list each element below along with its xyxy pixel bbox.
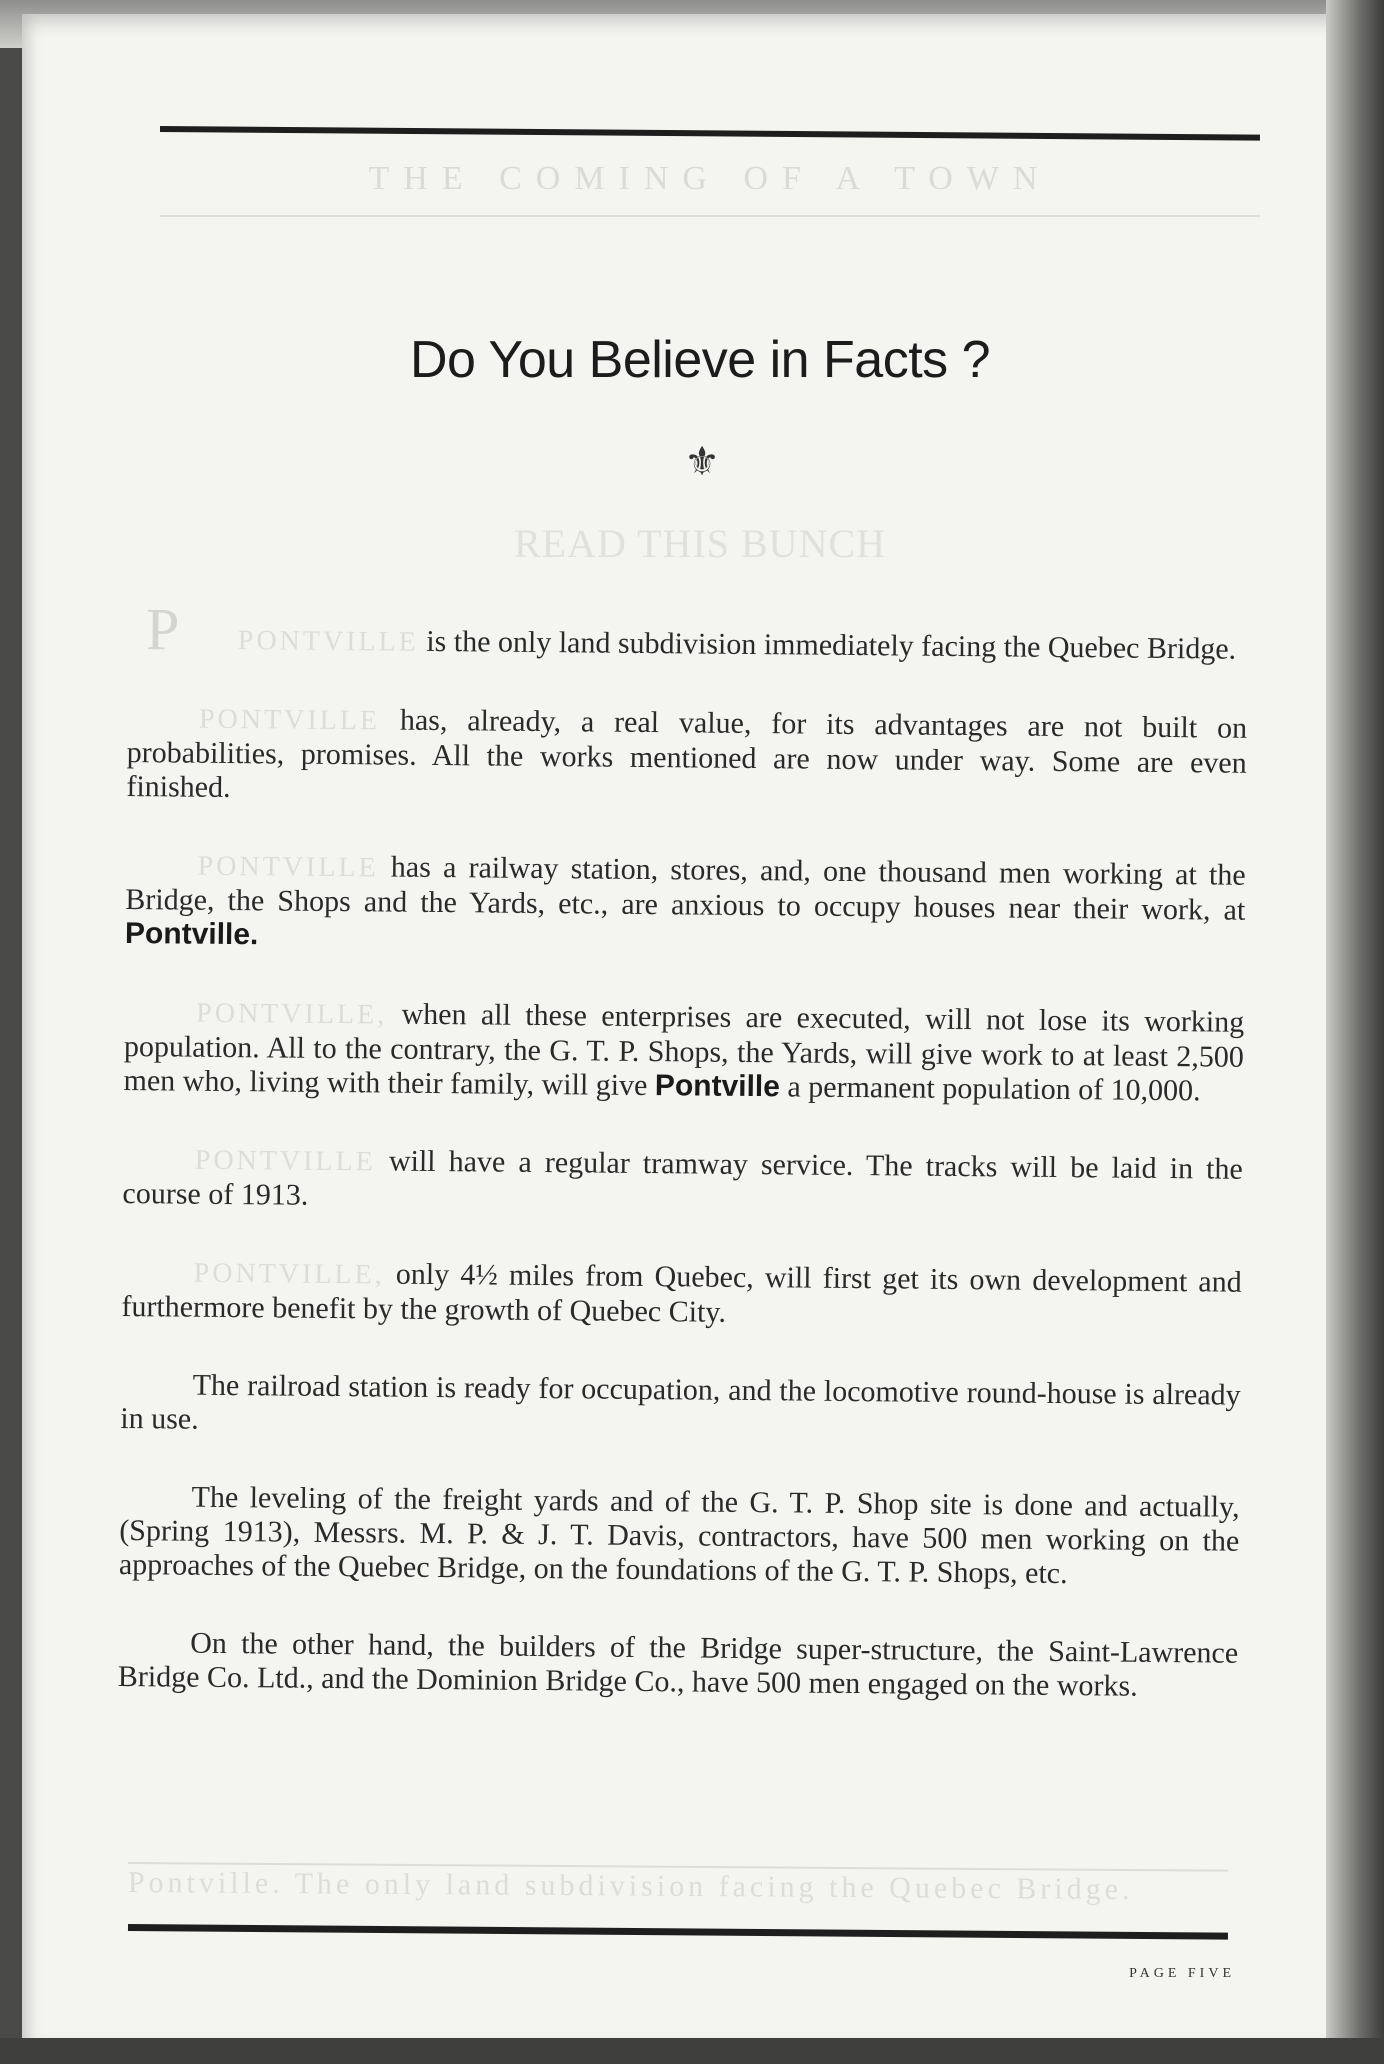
paragraph-text: has, already, a real value, for its advantages are not built on probabilities, promises. All the works mentioned are now under way. Some are even finished. bbox=[126, 703, 1248, 804]
paragraph bbox=[120, 1368, 1241, 1447]
pontville-bold: Pontville. bbox=[124, 916, 259, 952]
paragraph-text: The railroad station is ready for occupation, and the locomotive round-house is already in use. bbox=[120, 1368, 1241, 1436]
paragraph bbox=[118, 1626, 1239, 1705]
fleur-de-lis-icon: ⚜ bbox=[684, 439, 720, 484]
paragraph-lead: PONTVILLE bbox=[237, 625, 419, 658]
paragraph-text: is the only land subdivision immediately facing the Quebec Bridge. bbox=[426, 624, 1237, 666]
body-text bbox=[117, 596, 1248, 1749]
paragraph-text: only 4½ miles from Quebec, will first get its own development and furthermore benefit by the growth of Quebec City. bbox=[121, 1257, 1242, 1329]
footer-tagline: Pontville. The only land subdivision facing the Quebec Bridge. bbox=[127, 1866, 1134, 1907]
paragraph-text: when all these enterprises are executed, will not lose its working population. All to the contrary, the G. T. P. Shops, the Yards, will give work to at least 2,500 men who, living with their family, will give bbox=[123, 997, 1245, 1103]
paragraph bbox=[123, 995, 1244, 1109]
page-number: PAGE FIVE bbox=[1129, 1966, 1235, 1981]
pontville-bold: Pontville bbox=[654, 1069, 781, 1104]
paragraph bbox=[125, 848, 1246, 962]
paragraph-lead: PONTVILLE bbox=[194, 1144, 376, 1178]
paragraph-text-after: a permanent population of 10,000. bbox=[787, 1070, 1201, 1108]
paragraph-lead: PONTVILLE bbox=[197, 850, 379, 884]
scan-border-right bbox=[1326, 0, 1384, 2064]
scan-border-bottom bbox=[0, 2038, 1384, 2064]
paragraph bbox=[122, 1142, 1243, 1222]
page-title: Do You Believe in Facts ? bbox=[409, 331, 991, 389]
paragraph bbox=[121, 1255, 1242, 1335]
paragraph-text: has a railway station, stores, and, one thousand men working at the Bridge, the Shops and the Yards, etc., are anxious to occupy houses near their work, at bbox=[125, 850, 1246, 927]
running-head-rule bbox=[160, 215, 1260, 217]
paragraph-lead: PONTVILLE, bbox=[196, 997, 388, 1031]
paragraph-lead: PONTVILLE, bbox=[193, 1257, 385, 1291]
paragraph-text: On the other hand, the builders of the Bridge super-structure, the Saint-Lawrence Bridge Co. Ltd., and the Dominion Bridge Co., have 500 men engaged on the works. bbox=[117, 1626, 1239, 1703]
paragraph bbox=[119, 1480, 1240, 1593]
subheading: READ THIS BUNCH bbox=[513, 521, 887, 566]
paragraph bbox=[126, 701, 1247, 815]
running-head: THE COMING OF A TOWN bbox=[368, 160, 1052, 197]
paragraph-text: The leveling of the freight yards and of the G. T. P. Shop site is done and actually, (Spring 1913), Messrs. M. P. & J. T. Davis, contractors, have 500 men working on the approaches of the Quebec Bridge, on the foundations of the G. T. P. Shops, etc. bbox=[118, 1480, 1240, 1591]
paragraph-lead: PONTVILLE bbox=[198, 703, 381, 737]
paragraph-text: will have a regular tramway service. The tracks will be laid in the course of 1913. bbox=[122, 1144, 1243, 1212]
drop-cap: P bbox=[145, 596, 180, 663]
